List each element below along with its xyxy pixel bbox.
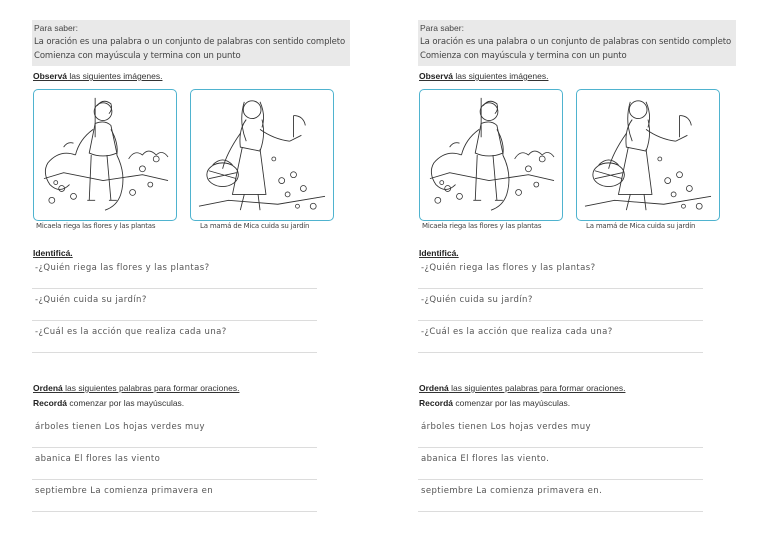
sentence-line-3[interactable]	[418, 511, 703, 512]
observa-rest: las siguientes imágenes.	[453, 71, 549, 81]
recorda-heading	[419, 398, 570, 408]
ordena-rest: las siguientes palabras para formar oraciones.	[448, 383, 626, 393]
answer-line-2[interactable]	[418, 320, 703, 321]
sentence-line-2[interactable]	[32, 479, 317, 480]
ordena-bold: Ordená	[33, 383, 63, 393]
observa-bold: Observá	[419, 71, 454, 81]
sentence-line-2[interactable]	[418, 479, 703, 480]
answer-line-1[interactable]	[418, 288, 703, 289]
girl-watering-plants-illustration	[34, 90, 176, 220]
oracion-definition: La oración es una palabra o un conjunto de palabras con sentido completo	[420, 37, 732, 47]
answer-line-1[interactable]	[32, 288, 317, 289]
worksheet-right	[418, 0, 738, 543]
answer-line-3[interactable]	[418, 352, 703, 353]
recorda-bold: Recordá	[33, 398, 68, 408]
illustration-frame-1	[33, 89, 177, 221]
scrambled-sentence-1: árboles tienen Los hojas verdes muy	[35, 422, 205, 432]
observa-rest: las siguientes imágenes.	[67, 71, 163, 81]
question-1: -¿Quién riega las flores y las plantas?	[35, 263, 210, 273]
identifica-heading	[33, 248, 73, 258]
scrambled-sentence-2: abanica El flores las viento.	[421, 454, 550, 464]
recorda-heading	[33, 398, 184, 408]
oracion-definition: La oración es una palabra o un conjunto de palabras con sentido completo	[34, 37, 346, 47]
question-2: -¿Quién cuida su jardín?	[35, 295, 147, 305]
identifica-bold: Identificá.	[33, 248, 73, 258]
woman-with-basket-illustration	[191, 90, 333, 220]
question-1: -¿Quién riega las flores y las plantas?	[421, 263, 596, 273]
identifica-bold: Identificá.	[419, 248, 459, 258]
illustration-frame-1	[419, 89, 563, 221]
caption-1: Micaela riega las flores y las plantas	[36, 222, 156, 230]
caption-2: La mamá de Mica cuida su jardín	[200, 222, 310, 230]
illustration-frame-2	[190, 89, 334, 221]
ordena-heading	[419, 383, 625, 393]
scrambled-sentence-1: árboles tienen Los hojas verdes muy	[421, 422, 591, 432]
mayuscula-rule: Comienza con mayúscula y termina con un punto	[420, 51, 627, 61]
girl-watering-plants-illustration	[420, 90, 562, 220]
observa-bold: Observá	[33, 71, 68, 81]
para-saber-box	[32, 20, 350, 66]
sentence-line-3[interactable]	[32, 511, 317, 512]
ordena-heading	[33, 383, 239, 393]
woman-with-basket-illustration	[577, 90, 719, 220]
question-3: -¿Cuál es la acción que realiza cada una?	[421, 327, 613, 337]
observa-heading	[419, 71, 548, 81]
answer-line-2[interactable]	[32, 320, 317, 321]
recorda-rest: comenzar por las mayúsculas.	[453, 398, 571, 408]
question-3: -¿Cuál es la acción que realiza cada una?	[35, 327, 227, 337]
para-saber-title: Para saber:	[34, 23, 78, 33]
para-saber-title: Para saber:	[420, 23, 464, 33]
worksheet-left	[32, 0, 352, 543]
mayuscula-rule: Comienza con mayúscula y termina con un punto	[34, 51, 241, 61]
recorda-rest: comenzar por las mayúsculas.	[67, 398, 185, 408]
question-2: -¿Quién cuida su jardín?	[421, 295, 533, 305]
para-saber-box	[418, 20, 736, 66]
ordena-rest: las siguientes palabras para formar oraciones.	[62, 383, 240, 393]
ordena-bold: Ordená	[419, 383, 449, 393]
scrambled-sentence-3: septiembre La comienza primavera en	[35, 486, 214, 496]
scrambled-sentence-2: abanica El flores las viento	[35, 454, 161, 464]
sentence-line-1[interactable]	[418, 447, 703, 448]
observa-heading	[33, 71, 162, 81]
illustration-frame-2	[576, 89, 720, 221]
recorda-bold: Recordá	[419, 398, 454, 408]
caption-1: Micaela riega las flores y las plantas	[422, 222, 542, 230]
caption-2: La mamá de Mica cuida su jardín	[586, 222, 696, 230]
answer-line-3[interactable]	[32, 352, 317, 353]
sentence-line-1[interactable]	[32, 447, 317, 448]
identifica-heading	[419, 248, 459, 258]
scrambled-sentence-3: septiembre La comienza primavera en.	[421, 486, 603, 496]
